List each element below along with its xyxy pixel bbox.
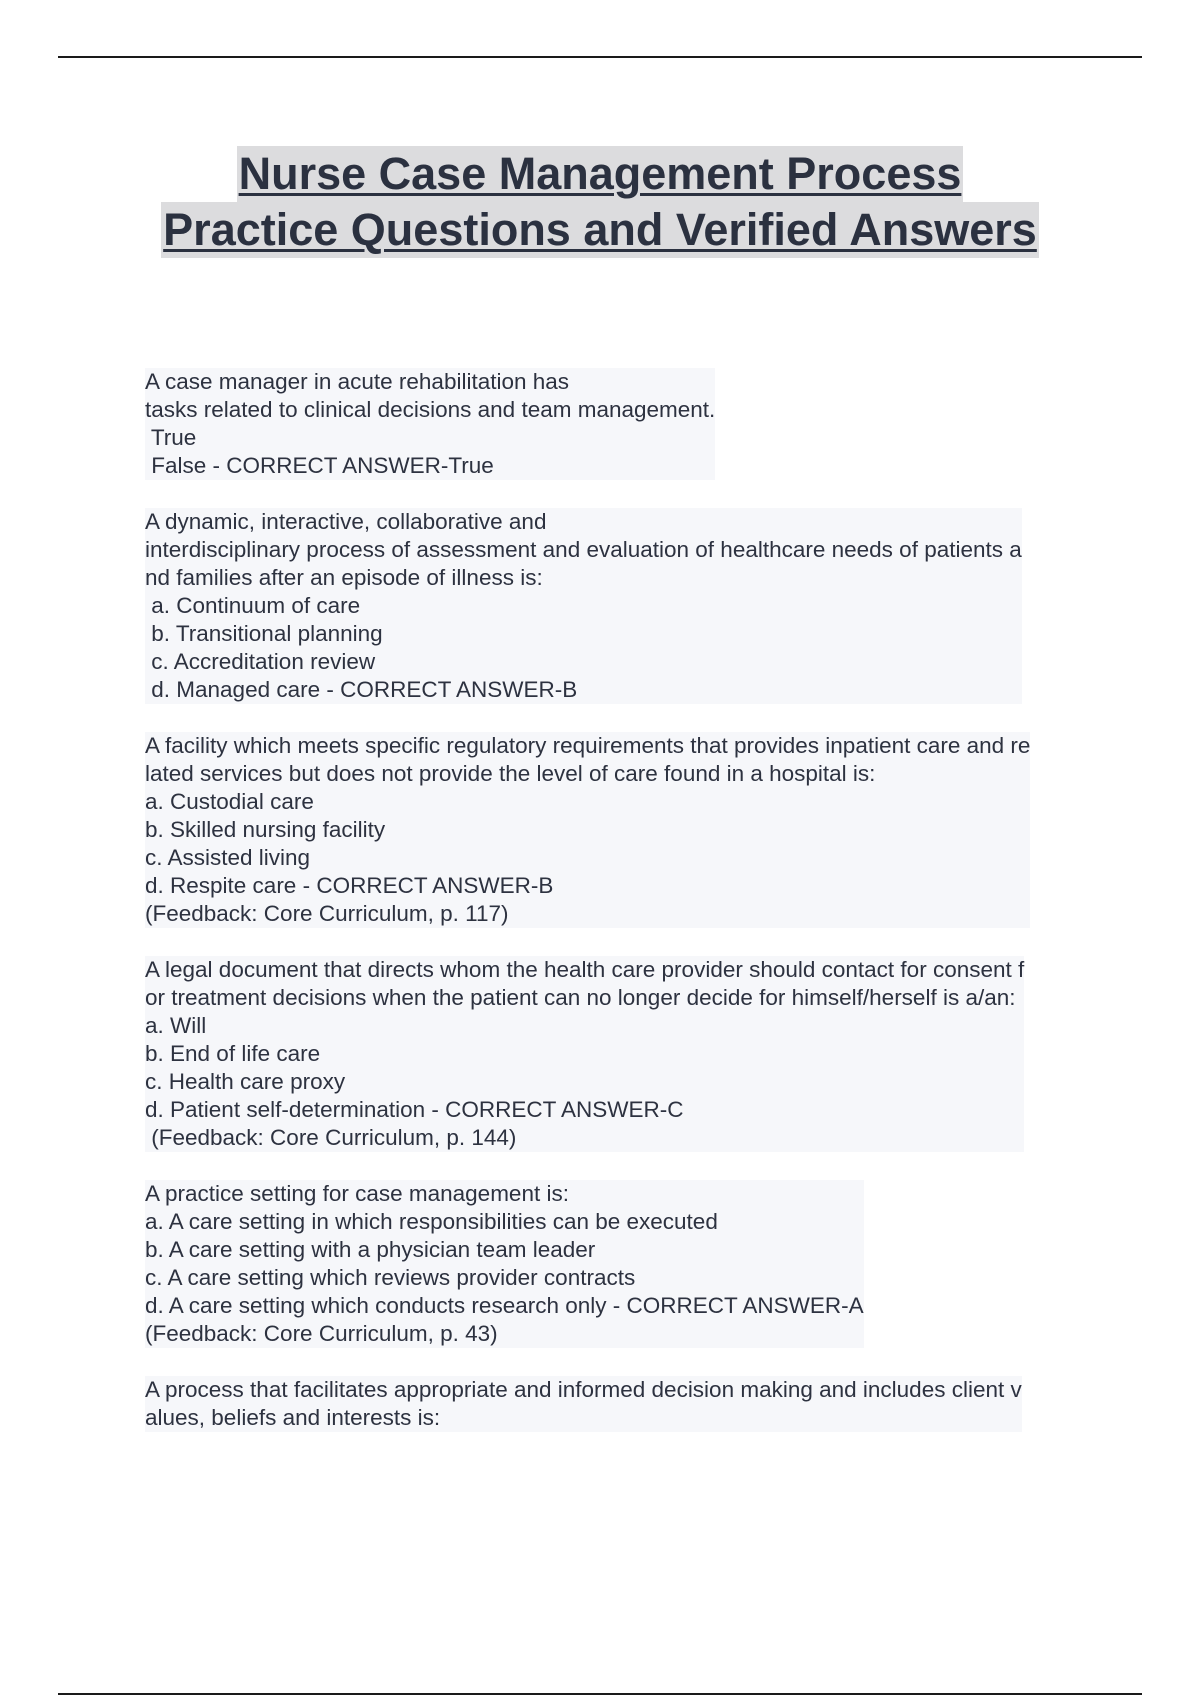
- top-rule: [58, 56, 1142, 58]
- question-text-line: nd families after an episode of illness is:: [145, 565, 543, 590]
- question-text-line: A process that facilitates appropriate and informed decision making and includes client v: [145, 1377, 1022, 1402]
- feedback-note: (Feedback: Core Curriculum, p. 43): [145, 1321, 498, 1346]
- title-line-1: Nurse Case Management Process: [237, 146, 964, 202]
- question-block: [145, 368, 715, 480]
- answer-option: b. End of life care: [145, 1041, 321, 1066]
- answer-option: c. Assisted living: [145, 845, 311, 870]
- question-block: [145, 1180, 864, 1348]
- question-text-line: tasks related to clinical decisions and team management.: [145, 397, 716, 422]
- question-block: [145, 956, 1024, 1152]
- answer-option: c. A care setting which reviews provider contracts: [145, 1265, 636, 1290]
- question-list: [145, 368, 1085, 1460]
- answer-option: d. Patient self-determination - CORRECT ANSWER-C: [145, 1097, 684, 1122]
- question-text-line: A case manager in acute rehabilitation has: [145, 369, 570, 394]
- answer-option: a. A care setting in which responsibilities can be executed: [145, 1209, 718, 1234]
- answer-option: a. Will: [145, 1013, 207, 1038]
- answer-option: b. Skilled nursing facility: [145, 817, 386, 842]
- question-text-line: lated services but does not provide the level of care found in a hospital is:: [145, 761, 876, 786]
- question-text-line: A facility which meets specific regulatory requirements that provides inpatient care and re: [145, 733, 1031, 758]
- question-text-line: alues, beliefs and interests is:: [145, 1405, 441, 1430]
- answer-option: True: [145, 425, 197, 450]
- answer-option: False - CORRECT ANSWER-True: [145, 453, 494, 478]
- question-text-line: A practice setting for case management is:: [145, 1181, 569, 1206]
- question-text-line: or treatment decisions when the patient can no longer decide for himself/herself is a/an:: [145, 985, 1016, 1010]
- answer-option: b. A care setting with a physician team leader: [145, 1237, 596, 1262]
- title-line-2: Practice Questions and Verified Answers: [161, 202, 1039, 258]
- feedback-note: (Feedback: Core Curriculum, p. 117): [145, 901, 509, 926]
- answer-option: a. Continuum of care: [145, 593, 361, 618]
- answer-option: d. Managed care - CORRECT ANSWER-B: [145, 677, 578, 702]
- answer-option: d. Respite care - CORRECT ANSWER-B: [145, 873, 554, 898]
- question-text-line: A legal document that directs whom the health care provider should contact for consent f: [145, 957, 1025, 982]
- question-text-line: interdisciplinary process of assessment and evaluation of healthcare needs of patients a: [145, 537, 1022, 562]
- page-title: [0, 146, 1200, 258]
- feedback-note: (Feedback: Core Curriculum, p. 144): [145, 1125, 517, 1150]
- question-block: [145, 1376, 1022, 1432]
- answer-option: c. Health care proxy: [145, 1069, 346, 1094]
- question-text-line: A dynamic, interactive, collaborative and: [145, 509, 547, 534]
- answer-option: d. A care setting which conducts research only - CORRECT ANSWER-A: [145, 1293, 864, 1318]
- answer-option: b. Transitional planning: [145, 621, 383, 646]
- bottom-rule: [58, 1693, 1142, 1695]
- question-block: [145, 508, 1022, 704]
- question-block: [145, 732, 1030, 928]
- answer-option: a. Custodial care: [145, 789, 314, 814]
- answer-option: c. Accreditation review: [145, 649, 376, 674]
